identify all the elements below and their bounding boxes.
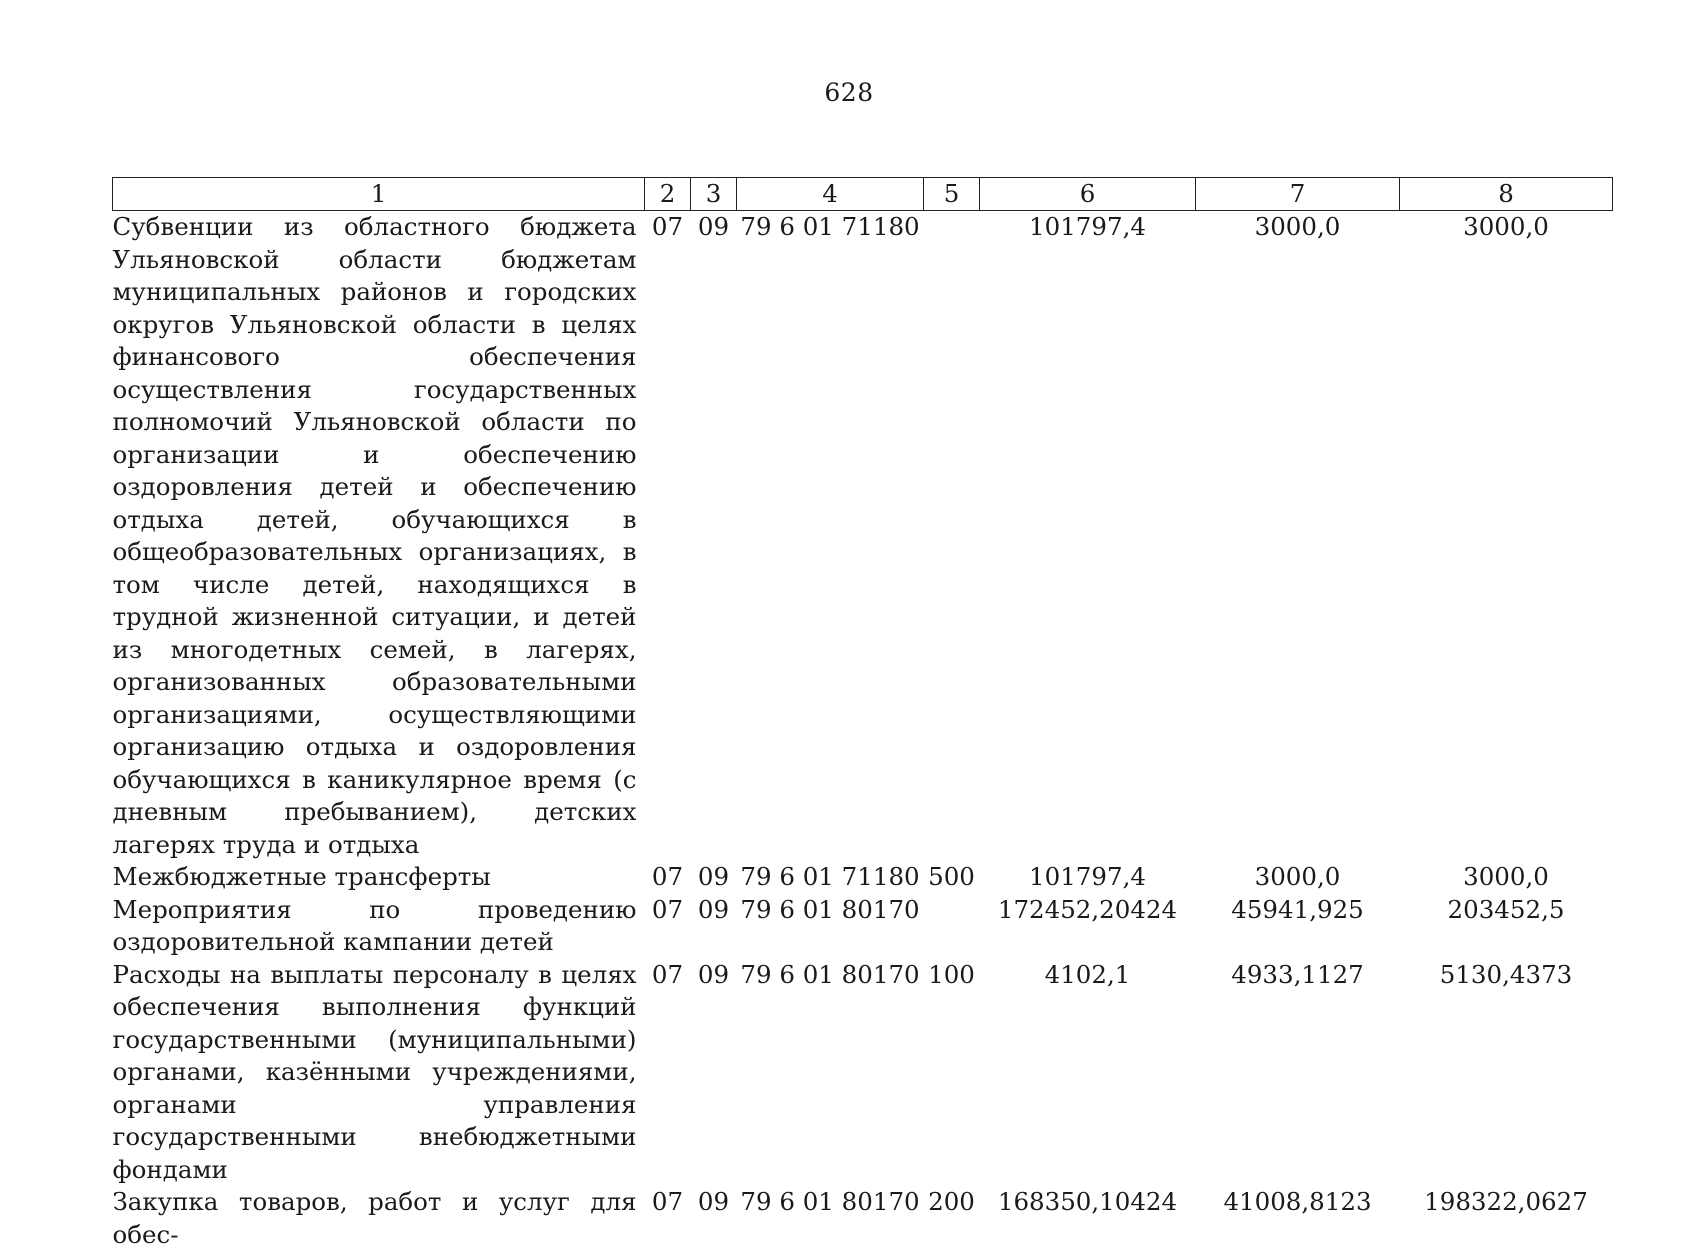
row-target: 79 6 01 80170 [737,894,924,959]
row-name: Расходы на выплаты персоналу в целях обеспечения выполнения функций государственными (муниципальными) органами, казёнными учреждениями, органами управления государственными внебюджетными фондами [113,959,645,1187]
page-number: 628 [0,78,1698,107]
row-value-8: 198322,0627 [1400,1186,1613,1251]
column-header: 4 [737,178,924,211]
row-value-7: 45941,925 [1196,894,1400,959]
header-row [113,178,1613,211]
row-type [924,894,980,959]
table-body [113,211,1613,1251]
row-target: 79 6 01 80170 [737,1186,924,1251]
row-value-6: 101797,4 [980,861,1196,894]
row-value-6: 101797,4 [980,211,1196,862]
column-header: 1 [113,178,645,211]
row-subsection: 09 [691,211,737,862]
row-section: 07 [645,861,691,894]
row-type [924,211,980,862]
column-header: 5 [924,178,980,211]
row-type: 200 [924,1186,980,1251]
budget-table [112,177,1613,1251]
row-target: 79 6 01 71180 [737,861,924,894]
table-header [113,178,1613,211]
column-header: 2 [645,178,691,211]
column-header: 7 [1196,178,1400,211]
table-row [113,1186,1613,1251]
table-row [113,861,1613,894]
row-value-8: 203452,5 [1400,894,1613,959]
row-section: 07 [645,211,691,862]
row-section: 07 [645,959,691,1187]
column-header: 3 [691,178,737,211]
row-subsection: 09 [691,894,737,959]
table-row [113,959,1613,1187]
row-section: 07 [645,1186,691,1251]
row-name: Мероприятия по проведению оздоровительной кампании детей [113,894,645,959]
row-subsection: 09 [691,861,737,894]
row-name: Закупка товаров, работ и услуг для обес- [113,1186,645,1251]
table-row [113,894,1613,959]
row-value-8: 3000,0 [1400,861,1613,894]
row-value-7: 4933,1127 [1196,959,1400,1187]
row-section: 07 [645,894,691,959]
row-value-6: 168350,10424 [980,1186,1196,1251]
row-type: 100 [924,959,980,1187]
column-header: 6 [980,178,1196,211]
row-subsection: 09 [691,1186,737,1251]
row-value-8: 3000,0 [1400,211,1613,862]
row-target: 79 6 01 80170 [737,959,924,1187]
row-value-7: 3000,0 [1196,211,1400,862]
column-header: 8 [1400,178,1613,211]
row-subsection: 09 [691,959,737,1187]
row-value-6: 4102,1 [980,959,1196,1187]
row-value-7: 41008,8123 [1196,1186,1400,1251]
row-value-7: 3000,0 [1196,861,1400,894]
row-name: Субвенции из областного бюджета Ульяновской области бюджетам муниципальных районов и городских округов Ульяновской области в целях финансового обеспечения осуществления государственных полномочий Ульяновской области по организации и обеспечению оздоровления детей и обеспечению отдыха детей, обучающихся в общеобразовательных организациях, в том числе детей, находящихся в трудной жизненной ситуации, и детей из многодетных семей, в лагерях, организованных образовательными организациями, осуществляющими организацию отдыха и оздоровления обучающихся в каникулярное время (с дневным пребыванием), детских лагерях труда и отдыха [113,211,645,862]
row-target: 79 6 01 71180 [737,211,924,862]
row-value-8: 5130,4373 [1400,959,1613,1187]
row-value-6: 172452,20424 [980,894,1196,959]
row-type: 500 [924,861,980,894]
row-name: Межбюджетные трансферты [113,861,645,894]
table-row [113,211,1613,862]
